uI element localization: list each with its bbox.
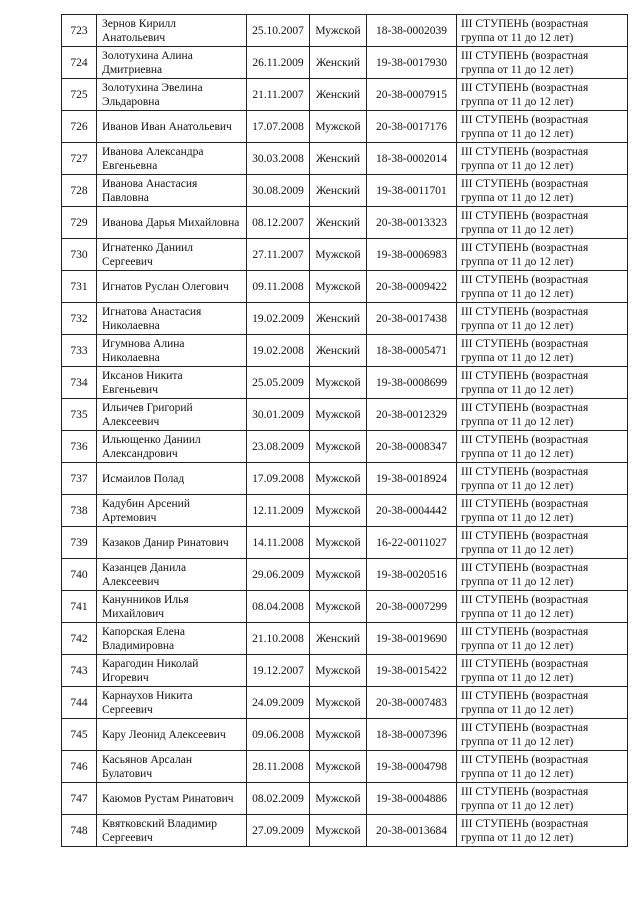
stage-group-cell: III СТУПЕНЬ (возрастная группа от 11 до 12 лет): [457, 111, 628, 143]
uin-number-cell: 20-38-0004442: [367, 495, 457, 527]
full-name-cell: Игнатенко Даниил Сергеевич: [97, 239, 247, 271]
table-row: [62, 463, 628, 495]
gender-cell: Мужской: [310, 111, 367, 143]
full-name-cell: Казанцев Данила Алексеевич: [97, 559, 247, 591]
uin-number-cell: 19-38-0004886: [367, 783, 457, 815]
table-row: [62, 399, 628, 431]
full-name-cell: Золотухина Алина Дмитриевна: [97, 47, 247, 79]
birth-date-cell: 19.02.2008: [247, 335, 310, 367]
uin-number-cell: 20-38-0013684: [367, 815, 457, 847]
table-row: [62, 111, 628, 143]
birth-date-cell: 30.03.2008: [247, 143, 310, 175]
participants-table: [61, 14, 628, 847]
table-row: [62, 783, 628, 815]
stage-group-cell: III СТУПЕНЬ (возрастная группа от 11 до 12 лет): [457, 207, 628, 239]
uin-number-cell: 19-38-0006983: [367, 239, 457, 271]
birth-date-cell: 24.09.2009: [247, 687, 310, 719]
row-number-cell: 728: [62, 175, 97, 207]
birth-date-cell: 30.01.2009: [247, 399, 310, 431]
gender-cell: Мужской: [310, 239, 367, 271]
birth-date-cell: 09.06.2008: [247, 719, 310, 751]
uin-number-cell: 20-38-0017438: [367, 303, 457, 335]
uin-number-cell: 20-38-0009422: [367, 271, 457, 303]
row-number-cell: 730: [62, 239, 97, 271]
row-number-cell: 736: [62, 431, 97, 463]
birth-date-cell: 27.09.2009: [247, 815, 310, 847]
gender-cell: Мужской: [310, 783, 367, 815]
table-row: [62, 527, 628, 559]
full-name-cell: Карнаухов Никита Сергеевич: [97, 687, 247, 719]
uin-number-cell: 19-38-0015422: [367, 655, 457, 687]
uin-number-cell: 18-38-0002014: [367, 143, 457, 175]
uin-number-cell: 20-38-0007483: [367, 687, 457, 719]
table-row: [62, 591, 628, 623]
stage-group-cell: III СТУПЕНЬ (возрастная группа от 11 до 12 лет): [457, 751, 628, 783]
birth-date-cell: 25.05.2009: [247, 367, 310, 399]
row-number-cell: 735: [62, 399, 97, 431]
uin-number-cell: 20-38-0012329: [367, 399, 457, 431]
table-row: [62, 335, 628, 367]
full-name-cell: Канунников Илья Михайлович: [97, 591, 247, 623]
stage-group-cell: III СТУПЕНЬ (возрастная группа от 11 до 12 лет): [457, 559, 628, 591]
row-number-cell: 726: [62, 111, 97, 143]
uin-number-cell: 19-38-0017930: [367, 47, 457, 79]
table-row: [62, 367, 628, 399]
full-name-cell: Капорская Елена Владимировна: [97, 623, 247, 655]
uin-number-cell: 19-38-0020516: [367, 559, 457, 591]
stage-group-cell: III СТУПЕНЬ (возрастная группа от 11 до 12 лет): [457, 783, 628, 815]
birth-date-cell: 19.02.2009: [247, 303, 310, 335]
full-name-cell: Игумнова Алина Николаевна: [97, 335, 247, 367]
stage-group-cell: III СТУПЕНЬ (возрастная группа от 11 до 12 лет): [457, 719, 628, 751]
uin-number-cell: 20-38-0017176: [367, 111, 457, 143]
birth-date-cell: 29.06.2009: [247, 559, 310, 591]
full-name-cell: Каюмов Рустам Ринатович: [97, 783, 247, 815]
gender-cell: Мужской: [310, 271, 367, 303]
gender-cell: Мужской: [310, 559, 367, 591]
row-number-cell: 747: [62, 783, 97, 815]
uin-number-cell: 19-38-0019690: [367, 623, 457, 655]
uin-number-cell: 19-38-0011701: [367, 175, 457, 207]
stage-group-cell: III СТУПЕНЬ (возрастная группа от 11 до 12 лет): [457, 687, 628, 719]
table-row: [62, 751, 628, 783]
birth-date-cell: 08.02.2009: [247, 783, 310, 815]
full-name-cell: Казаков Данир Ринатович: [97, 527, 247, 559]
gender-cell: Мужской: [310, 367, 367, 399]
table-row: [62, 143, 628, 175]
gender-cell: Женский: [310, 335, 367, 367]
birth-date-cell: 28.11.2008: [247, 751, 310, 783]
row-number-cell: 733: [62, 335, 97, 367]
gender-cell: Мужской: [310, 463, 367, 495]
uin-number-cell: 20-38-0007299: [367, 591, 457, 623]
stage-group-cell: III СТУПЕНЬ (возрастная группа от 11 до 12 лет): [457, 431, 628, 463]
full-name-cell: Ильющенко Даниил Александрович: [97, 431, 247, 463]
birth-date-cell: 09.11.2008: [247, 271, 310, 303]
row-number-cell: 729: [62, 207, 97, 239]
gender-cell: Мужской: [310, 815, 367, 847]
table-row: [62, 239, 628, 271]
stage-group-cell: III СТУПЕНЬ (возрастная группа от 11 до 12 лет): [457, 175, 628, 207]
gender-cell: Женский: [310, 623, 367, 655]
uin-number-cell: 20-38-0008347: [367, 431, 457, 463]
table-row: [62, 559, 628, 591]
row-number-cell: 723: [62, 15, 97, 47]
full-name-cell: Исмаилов Полад: [97, 463, 247, 495]
uin-number-cell: 20-38-0013323: [367, 207, 457, 239]
table-row: [62, 687, 628, 719]
full-name-cell: Игнатов Руслан Олегович: [97, 271, 247, 303]
stage-group-cell: III СТУПЕНЬ (возрастная группа от 11 до 12 лет): [457, 271, 628, 303]
full-name-cell: Кару Леонид Алексеевич: [97, 719, 247, 751]
stage-group-cell: III СТУПЕНЬ (возрастная группа от 11 до 12 лет): [457, 239, 628, 271]
birth-date-cell: 12.11.2009: [247, 495, 310, 527]
table-row: [62, 79, 628, 111]
birth-date-cell: 08.04.2008: [247, 591, 310, 623]
row-number-cell: 748: [62, 815, 97, 847]
table-row: [62, 431, 628, 463]
row-number-cell: 732: [62, 303, 97, 335]
row-number-cell: 727: [62, 143, 97, 175]
full-name-cell: Квятковский Владимир Сергеевич: [97, 815, 247, 847]
row-number-cell: 742: [62, 623, 97, 655]
uin-number-cell: 19-38-0018924: [367, 463, 457, 495]
gender-cell: Женский: [310, 207, 367, 239]
uin-number-cell: 19-38-0008699: [367, 367, 457, 399]
table-row: [62, 15, 628, 47]
gender-cell: Мужской: [310, 527, 367, 559]
gender-cell: Мужской: [310, 687, 367, 719]
birth-date-cell: 21.10.2008: [247, 623, 310, 655]
birth-date-cell: 30.08.2009: [247, 175, 310, 207]
uin-number-cell: 18-38-0005471: [367, 335, 457, 367]
full-name-cell: Кадубин Арсений Артемович: [97, 495, 247, 527]
stage-group-cell: III СТУПЕНЬ (возрастная группа от 11 до 12 лет): [457, 143, 628, 175]
stage-group-cell: III СТУПЕНЬ (возрастная группа от 11 до 12 лет): [457, 15, 628, 47]
row-number-cell: 741: [62, 591, 97, 623]
table-row: [62, 303, 628, 335]
uin-number-cell: 18-38-0007396: [367, 719, 457, 751]
table-row: [62, 175, 628, 207]
table-row: [62, 207, 628, 239]
birth-date-cell: 27.11.2007: [247, 239, 310, 271]
row-number-cell: 738: [62, 495, 97, 527]
gender-cell: Женский: [310, 303, 367, 335]
full-name-cell: Иванова Дарья Михайловна: [97, 207, 247, 239]
gender-cell: Мужской: [310, 591, 367, 623]
table-row: [62, 655, 628, 687]
stage-group-cell: III СТУПЕНЬ (возрастная группа от 11 до 12 лет): [457, 591, 628, 623]
stage-group-cell: III СТУПЕНЬ (возрастная группа от 11 до 12 лет): [457, 79, 628, 111]
row-number-cell: 724: [62, 47, 97, 79]
row-number-cell: 739: [62, 527, 97, 559]
gender-cell: Мужской: [310, 719, 367, 751]
birth-date-cell: 21.11.2007: [247, 79, 310, 111]
gender-cell: Женский: [310, 79, 367, 111]
uin-number-cell: 16-22-0011027: [367, 527, 457, 559]
gender-cell: Женский: [310, 143, 367, 175]
table-row: [62, 47, 628, 79]
full-name-cell: Зернов Кирилл Анатольевич: [97, 15, 247, 47]
row-number-cell: 740: [62, 559, 97, 591]
full-name-cell: Карагодин Николай Игоревич: [97, 655, 247, 687]
stage-group-cell: III СТУПЕНЬ (возрастная группа от 11 до 12 лет): [457, 655, 628, 687]
stage-group-cell: III СТУПЕНЬ (возрастная группа от 11 до 12 лет): [457, 495, 628, 527]
birth-date-cell: 23.08.2009: [247, 431, 310, 463]
full-name-cell: Иксанов Никита Евгеньевич: [97, 367, 247, 399]
row-number-cell: 737: [62, 463, 97, 495]
stage-group-cell: III СТУПЕНЬ (возрастная группа от 11 до 12 лет): [457, 303, 628, 335]
full-name-cell: Золотухина Эвелина Эльдаровна: [97, 79, 247, 111]
row-number-cell: 744: [62, 687, 97, 719]
stage-group-cell: III СТУПЕНЬ (возрастная группа от 11 до 12 лет): [457, 399, 628, 431]
birth-date-cell: 17.09.2008: [247, 463, 310, 495]
table-row: [62, 719, 628, 751]
stage-group-cell: III СТУПЕНЬ (возрастная группа от 11 до 12 лет): [457, 815, 628, 847]
full-name-cell: Игнатова Анастасия Николаевна: [97, 303, 247, 335]
table-row: [62, 815, 628, 847]
gender-cell: Мужской: [310, 15, 367, 47]
gender-cell: Мужской: [310, 655, 367, 687]
table-row: [62, 495, 628, 527]
stage-group-cell: III СТУПЕНЬ (возрастная группа от 11 до 12 лет): [457, 335, 628, 367]
stage-group-cell: III СТУПЕНЬ (возрастная группа от 11 до 12 лет): [457, 623, 628, 655]
table-row: [62, 271, 628, 303]
full-name-cell: Иванова Анастасия Павловна: [97, 175, 247, 207]
row-number-cell: 734: [62, 367, 97, 399]
stage-group-cell: III СТУПЕНЬ (возрастная группа от 11 до 12 лет): [457, 527, 628, 559]
birth-date-cell: 26.11.2009: [247, 47, 310, 79]
gender-cell: Женский: [310, 175, 367, 207]
gender-cell: Мужской: [310, 431, 367, 463]
birth-date-cell: 17.07.2008: [247, 111, 310, 143]
row-number-cell: 731: [62, 271, 97, 303]
row-number-cell: 745: [62, 719, 97, 751]
row-number-cell: 725: [62, 79, 97, 111]
uin-number-cell: 20-38-0007915: [367, 79, 457, 111]
table-row: [62, 623, 628, 655]
birth-date-cell: 08.12.2007: [247, 207, 310, 239]
row-number-cell: 743: [62, 655, 97, 687]
full-name-cell: Касьянов Арсалан Булатович: [97, 751, 247, 783]
uin-number-cell: 18-38-0002039: [367, 15, 457, 47]
row-number-cell: 746: [62, 751, 97, 783]
stage-group-cell: III СТУПЕНЬ (возрастная группа от 11 до 12 лет): [457, 47, 628, 79]
uin-number-cell: 19-38-0004798: [367, 751, 457, 783]
gender-cell: Мужской: [310, 495, 367, 527]
birth-date-cell: 25.10.2007: [247, 15, 310, 47]
birth-date-cell: 14.11.2008: [247, 527, 310, 559]
stage-group-cell: III СТУПЕНЬ (возрастная группа от 11 до 12 лет): [457, 367, 628, 399]
gender-cell: Мужской: [310, 399, 367, 431]
birth-date-cell: 19.12.2007: [247, 655, 310, 687]
full-name-cell: Иванова Александра Евгеньевна: [97, 143, 247, 175]
gender-cell: Мужской: [310, 751, 367, 783]
full-name-cell: Иванов Иван Анатольевич: [97, 111, 247, 143]
table-body: [62, 15, 628, 847]
stage-group-cell: III СТУПЕНЬ (возрастная группа от 11 до 12 лет): [457, 463, 628, 495]
gender-cell: Женский: [310, 47, 367, 79]
full-name-cell: Ильичев Григорий Алексеевич: [97, 399, 247, 431]
